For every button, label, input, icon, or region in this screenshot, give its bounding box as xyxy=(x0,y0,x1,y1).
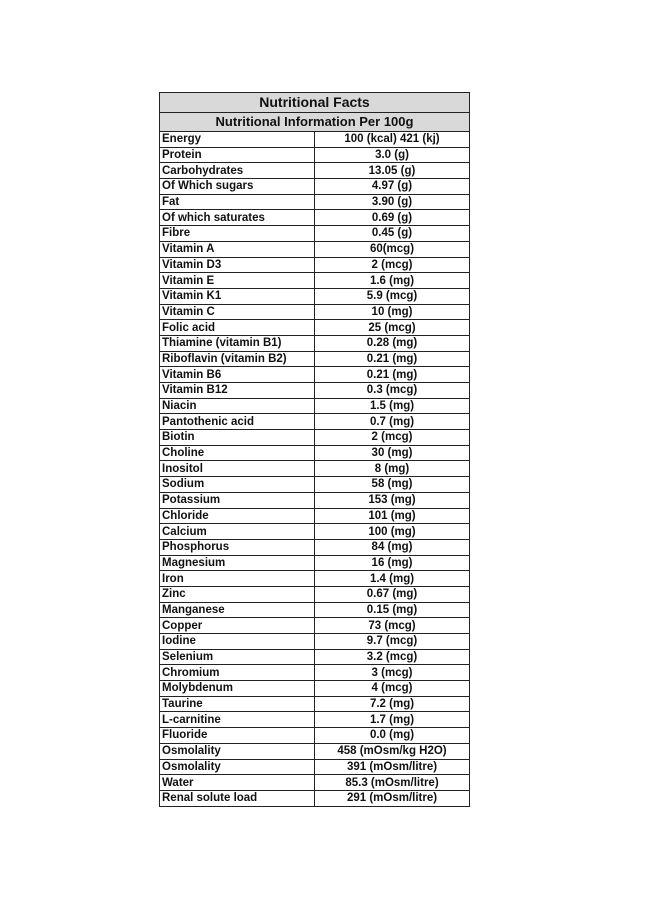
nutrient-value-cell: 58 (mg) xyxy=(315,477,470,493)
nutrient-name-cell: Niacin xyxy=(160,398,315,414)
nutrient-value-cell: 4 (mcg) xyxy=(315,681,470,697)
table-row xyxy=(160,790,470,806)
nutrient-name-cell: Fat xyxy=(160,194,315,210)
nutrient-name-cell: Molybdenum xyxy=(160,681,315,697)
nutrient-value-cell: 16 (mg) xyxy=(315,555,470,571)
nutrient-value-cell: 0.45 (g) xyxy=(315,226,470,242)
nutrient-name-cell: Biotin xyxy=(160,430,315,446)
nutrient-name-cell: Water xyxy=(160,775,315,791)
nutrition-table-body xyxy=(160,93,470,807)
nutrient-name-cell: Vitamin B12 xyxy=(160,383,315,399)
table-row xyxy=(160,634,470,650)
nutrient-value-cell: 0.21 (mg) xyxy=(315,351,470,367)
nutrient-name-cell: Pantothenic acid xyxy=(160,414,315,430)
nutrient-name-cell: Osmolality xyxy=(160,759,315,775)
table-row xyxy=(160,132,470,148)
table-subtitle-row xyxy=(160,113,470,132)
table-row xyxy=(160,728,470,744)
nutrient-value-cell: 30 (mg) xyxy=(315,445,470,461)
nutrient-name-cell: Calcium xyxy=(160,524,315,540)
table-row xyxy=(160,241,470,257)
nutrient-name-cell: Choline xyxy=(160,445,315,461)
nutrient-value-cell: 9.7 (mcg) xyxy=(315,634,470,650)
nutrient-value-cell: 73 (mcg) xyxy=(315,618,470,634)
nutrient-name-cell: Phosphorus xyxy=(160,539,315,555)
nutrient-name-cell: Chromium xyxy=(160,665,315,681)
nutrient-name-cell: Vitamin E xyxy=(160,273,315,289)
table-row xyxy=(160,649,470,665)
nutrient-value-cell: 3 (mcg) xyxy=(315,665,470,681)
nutrient-value-cell: 1.6 (mg) xyxy=(315,273,470,289)
table-row xyxy=(160,539,470,555)
table-row xyxy=(160,524,470,540)
table-subtitle: Nutritional Information Per 100g xyxy=(160,113,470,132)
table-row xyxy=(160,414,470,430)
nutrient-value-cell: 0.0 (mg) xyxy=(315,728,470,744)
nutrient-value-cell: 1.4 (mg) xyxy=(315,571,470,587)
nutrition-facts-table xyxy=(159,92,470,807)
nutrient-value-cell: 458 (mOsm/kg H2O) xyxy=(315,743,470,759)
nutrient-value-cell: 0.3 (mcg) xyxy=(315,383,470,399)
table-row xyxy=(160,618,470,634)
table-row xyxy=(160,304,470,320)
table-row xyxy=(160,163,470,179)
table-row xyxy=(160,508,470,524)
table-row xyxy=(160,398,470,414)
nutrient-name-cell: Copper xyxy=(160,618,315,634)
table-row xyxy=(160,602,470,618)
table-row xyxy=(160,665,470,681)
table-row xyxy=(160,445,470,461)
table-row xyxy=(160,288,470,304)
nutrient-name-cell: Inositol xyxy=(160,461,315,477)
table-row xyxy=(160,351,470,367)
nutrient-name-cell: Iron xyxy=(160,571,315,587)
table-row xyxy=(160,477,470,493)
nutrient-value-cell: 13.05 (g) xyxy=(315,163,470,179)
table-row xyxy=(160,257,470,273)
nutrient-name-cell: Fibre xyxy=(160,226,315,242)
nutrient-name-cell: Vitamin A xyxy=(160,241,315,257)
nutrient-value-cell: 85.3 (mOsm/litre) xyxy=(315,775,470,791)
nutrient-name-cell: Vitamin D3 xyxy=(160,257,315,273)
table-row xyxy=(160,743,470,759)
nutrient-value-cell: 3.0 (g) xyxy=(315,147,470,163)
table-row xyxy=(160,681,470,697)
nutrient-name-cell: Vitamin C xyxy=(160,304,315,320)
nutrient-name-cell: Sodium xyxy=(160,477,315,493)
nutrient-value-cell: 2 (mcg) xyxy=(315,430,470,446)
table-row xyxy=(160,696,470,712)
table-row xyxy=(160,335,470,351)
nutrient-value-cell: 3.90 (g) xyxy=(315,194,470,210)
table-row xyxy=(160,194,470,210)
table-row xyxy=(160,571,470,587)
table-row xyxy=(160,461,470,477)
nutrient-value-cell: 153 (mg) xyxy=(315,492,470,508)
table-row xyxy=(160,430,470,446)
nutrient-name-cell: Folic acid xyxy=(160,320,315,336)
nutrient-value-cell: 100 (kcal) 421 (kj) xyxy=(315,132,470,148)
table-row xyxy=(160,775,470,791)
table-row xyxy=(160,759,470,775)
nutrient-name-cell: L-carnitine xyxy=(160,712,315,728)
nutrient-name-cell: Magnesium xyxy=(160,555,315,571)
table-row xyxy=(160,712,470,728)
nutrient-name-cell: Vitamin K1 xyxy=(160,288,315,304)
table-row xyxy=(160,383,470,399)
nutrient-value-cell: 0.15 (mg) xyxy=(315,602,470,618)
nutrient-value-cell: 25 (mcg) xyxy=(315,320,470,336)
table-title: Nutritional Facts xyxy=(160,93,470,113)
nutrient-value-cell: 100 (mg) xyxy=(315,524,470,540)
nutrient-value-cell: 84 (mg) xyxy=(315,539,470,555)
nutrient-value-cell: 0.21 (mg) xyxy=(315,367,470,383)
nutrient-name-cell: Renal solute load xyxy=(160,790,315,806)
table-row xyxy=(160,273,470,289)
nutrient-value-cell: 391 (mOsm/litre) xyxy=(315,759,470,775)
table-row xyxy=(160,147,470,163)
nutrient-name-cell: Of which saturates xyxy=(160,210,315,226)
nutrient-value-cell: 1.7 (mg) xyxy=(315,712,470,728)
nutrient-value-cell: 7.2 (mg) xyxy=(315,696,470,712)
table-row xyxy=(160,179,470,195)
table-title-row xyxy=(160,93,470,113)
nutrient-value-cell: 8 (mg) xyxy=(315,461,470,477)
table-row xyxy=(160,320,470,336)
nutrient-name-cell: Riboflavin (vitamin B2) xyxy=(160,351,315,367)
nutrient-value-cell: 291 (mOsm/litre) xyxy=(315,790,470,806)
nutrient-name-cell: Fluoride xyxy=(160,728,315,744)
table-row xyxy=(160,367,470,383)
nutrient-name-cell: Energy xyxy=(160,132,315,148)
table-row xyxy=(160,492,470,508)
nutrient-name-cell: Carbohydrates xyxy=(160,163,315,179)
nutrient-name-cell: Iodine xyxy=(160,634,315,650)
nutrient-value-cell: 0.67 (mg) xyxy=(315,586,470,602)
nutrient-name-cell: Protein xyxy=(160,147,315,163)
nutrient-value-cell: 2 (mcg) xyxy=(315,257,470,273)
nutrient-name-cell: Chloride xyxy=(160,508,315,524)
nutrient-name-cell: Vitamin B6 xyxy=(160,367,315,383)
nutrient-value-cell: 5.9 (mcg) xyxy=(315,288,470,304)
nutrient-name-cell: Osmolality xyxy=(160,743,315,759)
nutrient-name-cell: Thiamine (vitamin B1) xyxy=(160,335,315,351)
nutrient-name-cell: Zinc xyxy=(160,586,315,602)
table-row xyxy=(160,555,470,571)
nutrient-value-cell: 1.5 (mg) xyxy=(315,398,470,414)
nutrient-name-cell: Manganese xyxy=(160,602,315,618)
nutrient-value-cell: 0.28 (mg) xyxy=(315,335,470,351)
table-row xyxy=(160,210,470,226)
nutrient-name-cell: Selenium xyxy=(160,649,315,665)
nutrient-value-cell: 101 (mg) xyxy=(315,508,470,524)
nutrient-value-cell: 0.7 (mg) xyxy=(315,414,470,430)
nutrient-value-cell: 60(mcg) xyxy=(315,241,470,257)
nutrient-name-cell: Potassium xyxy=(160,492,315,508)
nutrient-value-cell: 3.2 (mcg) xyxy=(315,649,470,665)
table-row xyxy=(160,226,470,242)
nutrient-value-cell: 4.97 (g) xyxy=(315,179,470,195)
table-row xyxy=(160,586,470,602)
nutrient-name-cell: Taurine xyxy=(160,696,315,712)
nutrient-value-cell: 0.69 (g) xyxy=(315,210,470,226)
nutrient-value-cell: 10 (mg) xyxy=(315,304,470,320)
nutrient-name-cell: Of Which sugars xyxy=(160,179,315,195)
